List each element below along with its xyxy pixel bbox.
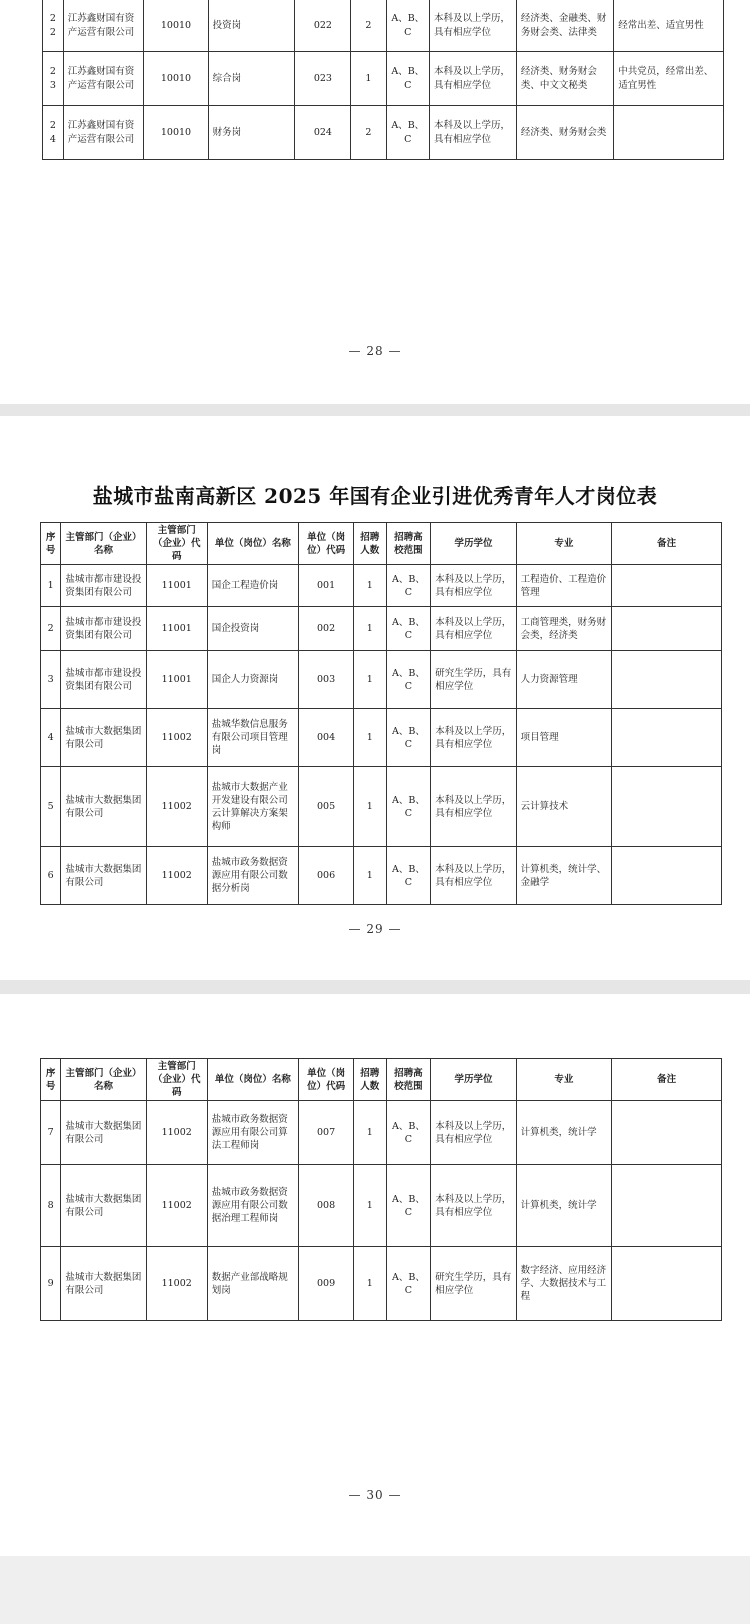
- table-row: [41, 767, 722, 847]
- cell-unit-code: 008: [299, 1165, 354, 1247]
- document-page-28: [0, 0, 750, 404]
- header-dept: 主管部门（企业）名称: [61, 1059, 146, 1101]
- table-row: [41, 565, 722, 607]
- header-dept-code: 主管部门（企业）代码: [146, 523, 207, 565]
- header-count: 招聘人数: [354, 523, 387, 565]
- cell-dept: 盐城市大数据集团有限公司: [61, 847, 146, 905]
- cell-dept-code: 11002: [146, 767, 207, 847]
- cell-count: 1: [354, 847, 387, 905]
- cell-dept: 盐城市大数据集团有限公司: [61, 767, 146, 847]
- table-body: [41, 565, 722, 905]
- table-row: [41, 651, 722, 709]
- cell-count: 1: [354, 1165, 387, 1247]
- cell-major: 工商管理类，财务财会类，经济类: [516, 607, 612, 651]
- cell-edu: 本科及以上学历，具有相应学位: [431, 767, 516, 847]
- cell-unit-code: 007: [299, 1101, 354, 1165]
- cell-dept: 江苏鑫财国有资产运营有限公司: [63, 0, 144, 52]
- cell-count: 1: [351, 52, 386, 106]
- header-dept: 主管部门（企业）名称: [61, 523, 146, 565]
- page-number: — 30 —: [348, 1488, 402, 1502]
- cell-major: 经济类、金融类、财务财会类、法律类: [516, 0, 613, 52]
- header-edu: 学历学位: [431, 1059, 516, 1101]
- cell-scope: A、B、C: [386, 1247, 431, 1321]
- cell-unit: 国企人力资源岗: [207, 651, 298, 709]
- cell-note: [612, 847, 722, 905]
- cell-dept: 盐城市都市建设投资集团有限公司: [61, 651, 146, 709]
- cell-unit: 投资岗: [208, 0, 295, 52]
- cell-note: 经常出差、适宜男性: [614, 0, 724, 52]
- document-title: 盐城市盐南高新区 2025 年国有企业引进优秀青年人才岗位表: [92, 484, 658, 508]
- cell-seq: 5: [41, 767, 61, 847]
- header-seq: 序号: [41, 523, 61, 565]
- table-header-row: [41, 523, 722, 565]
- cell-dept: 盐城市大数据集团有限公司: [61, 709, 146, 767]
- cell-unit: 盐城市大数据产业开发建设有限公司云计算解决方案架构师: [207, 767, 298, 847]
- cell-dept-code: 11002: [146, 1101, 207, 1165]
- cell-major: 项目管理: [516, 709, 612, 767]
- cell-unit: 盐城华数信息服务有限公司项目管理岗: [207, 709, 298, 767]
- cell-seq: 22: [43, 0, 64, 52]
- cell-scope: A、B、C: [386, 651, 431, 709]
- cell-seq: 24: [43, 106, 64, 160]
- header-note: 备注: [612, 523, 722, 565]
- cell-scope: A、B、C: [386, 709, 431, 767]
- page-gap: [0, 404, 750, 416]
- header-scope: 招聘高校范围: [386, 523, 431, 565]
- cell-dept: 盐城市大数据集团有限公司: [61, 1165, 146, 1247]
- cell-major: 计算机类，统计学、金融学: [516, 847, 612, 905]
- cell-count: 1: [354, 767, 387, 847]
- cell-edu: 本科及以上学历，具有相应学位: [430, 52, 517, 106]
- cell-count: 1: [354, 709, 387, 767]
- cell-unit: 数据产业部战略规划岗: [207, 1247, 298, 1321]
- table-row: [43, 0, 724, 52]
- header-note: 备注: [612, 1059, 722, 1101]
- cell-edu: 本科及以上学历，具有相应学位: [431, 565, 516, 607]
- cell-scope: A、B、C: [386, 565, 431, 607]
- header-major: 专业: [516, 1059, 612, 1101]
- cell-note: [612, 767, 722, 847]
- cell-edu: 本科及以上学历，具有相应学位: [430, 106, 517, 160]
- cell-major: 经济类、财务财会类、中文文秘类: [516, 52, 613, 106]
- table-row: [41, 1165, 722, 1247]
- page-number: — 28 —: [348, 344, 402, 358]
- header-scope: 招聘高校范围: [386, 1059, 431, 1101]
- cell-unit-code: 003: [299, 651, 354, 709]
- cell-major: 数字经济、应用经济学、大数据技术与工程: [516, 1247, 612, 1321]
- cell-count: 2: [351, 0, 386, 52]
- cell-unit: 综合岗: [208, 52, 295, 106]
- cell-dept: 江苏鑫财国有资产运营有限公司: [63, 106, 144, 160]
- cell-edu: 研究生学历，具有相应学位: [431, 1247, 516, 1321]
- cell-dept-code: 11002: [146, 1247, 207, 1321]
- cell-dept: 盐城市都市建设投资集团有限公司: [61, 607, 146, 651]
- table-row: [41, 709, 722, 767]
- document-page-29: [0, 416, 750, 980]
- positions-table-page-29: [40, 522, 722, 905]
- cell-edu: 本科及以上学历，具有相应学位: [431, 1165, 516, 1247]
- cell-note: [614, 106, 724, 160]
- cell-scope: A、B、C: [386, 52, 429, 106]
- table-row: [41, 1101, 722, 1165]
- header-unit: 单位（岗位）名称: [207, 1059, 298, 1101]
- cell-major: 云计算技术: [516, 767, 612, 847]
- cell-note: [612, 565, 722, 607]
- cell-dept-code: 10010: [144, 0, 208, 52]
- cell-dept-code: 11002: [146, 1165, 207, 1247]
- cell-seq: 1: [41, 565, 61, 607]
- table-row: [41, 1247, 722, 1321]
- header-dept-code: 主管部门（企业）代码: [146, 1059, 207, 1101]
- cell-dept: 盐城市大数据集团有限公司: [61, 1247, 146, 1321]
- cell-unit: 财务岗: [208, 106, 295, 160]
- cell-major: 工程造价、工程造价管理: [516, 565, 612, 607]
- cell-major: 人力资源管理: [516, 651, 612, 709]
- cell-count: 1: [354, 607, 387, 651]
- cell-seq: 9: [41, 1247, 61, 1321]
- cell-scope: A、B、C: [386, 767, 431, 847]
- cell-dept-code: 11002: [146, 709, 207, 767]
- header-unit: 单位（岗位）名称: [207, 523, 298, 565]
- cell-count: 1: [354, 1247, 387, 1321]
- table-body: [43, 0, 724, 160]
- cell-dept: 盐城市大数据集团有限公司: [61, 1101, 146, 1165]
- cell-note: [612, 709, 722, 767]
- cell-dept: 盐城市都市建设投资集团有限公司: [61, 565, 146, 607]
- cell-unit: 盐城市政务数据资源应用有限公司数据治理工程师岗: [207, 1165, 298, 1247]
- table-body: [41, 1101, 722, 1321]
- cell-edu: 本科及以上学历，具有相应学位: [431, 709, 516, 767]
- cell-major: 计算机类，统计学: [516, 1101, 612, 1165]
- header-edu: 学历学位: [431, 523, 516, 565]
- cell-note: [612, 1247, 722, 1321]
- cell-seq: 23: [43, 52, 64, 106]
- cell-note: [612, 651, 722, 709]
- cell-scope: A、B、C: [386, 847, 431, 905]
- document-page-30: [0, 994, 750, 1556]
- table-row: [41, 607, 722, 651]
- page-gap: [0, 980, 750, 994]
- cell-seq: 8: [41, 1165, 61, 1247]
- cell-dept-code: 10010: [144, 106, 208, 160]
- cell-seq: 2: [41, 607, 61, 651]
- cell-scope: A、B、C: [386, 0, 429, 52]
- positions-table-page-30: [40, 1058, 722, 1321]
- cell-count: 1: [354, 651, 387, 709]
- cell-unit-code: 004: [299, 709, 354, 767]
- header-unit-code: 单位（岗位）代码: [299, 1059, 354, 1101]
- cell-edu: 本科及以上学历，具有相应学位: [431, 607, 516, 651]
- cell-unit-code: 022: [295, 0, 351, 52]
- page-number: — 29 —: [348, 922, 402, 936]
- cell-scope: A、B、C: [386, 106, 429, 160]
- cell-unit-code: 001: [299, 565, 354, 607]
- cell-dept-code: 11001: [146, 565, 207, 607]
- header-seq: 序号: [41, 1059, 61, 1101]
- cell-count: 1: [354, 1101, 387, 1165]
- cell-unit: 国企投资岗: [207, 607, 298, 651]
- page-gap: [0, 1556, 750, 1624]
- table-row: [43, 106, 724, 160]
- cell-note: [612, 1101, 722, 1165]
- cell-seq: 6: [41, 847, 61, 905]
- table-header-row: [41, 1059, 722, 1101]
- cell-seq: 3: [41, 651, 61, 709]
- cell-edu: 本科及以上学历，具有相应学位: [430, 0, 517, 52]
- positions-table-page-28: [42, 0, 724, 160]
- cell-unit: 盐城市政务数据资源应用有限公司算法工程师岗: [207, 1101, 298, 1165]
- cell-note: [612, 607, 722, 651]
- header-unit-code: 单位（岗位）代码: [299, 523, 354, 565]
- cell-seq: 7: [41, 1101, 61, 1165]
- cell-dept-code: 11002: [146, 847, 207, 905]
- cell-unit: 国企工程造价岗: [207, 565, 298, 607]
- cell-unit-code: 024: [295, 106, 351, 160]
- cell-scope: A、B、C: [386, 1165, 431, 1247]
- cell-major: 计算机类，统计学: [516, 1165, 612, 1247]
- cell-unit: 盐城市政务数据资源应用有限公司数据分析岗: [207, 847, 298, 905]
- cell-seq: 4: [41, 709, 61, 767]
- cell-count: 2: [351, 106, 386, 160]
- cell-edu: 本科及以上学历，具有相应学位: [431, 1101, 516, 1165]
- cell-dept-code: 10010: [144, 52, 208, 106]
- header-count: 招聘人数: [354, 1059, 387, 1101]
- cell-scope: A、B、C: [386, 607, 431, 651]
- cell-note: [612, 1165, 722, 1247]
- cell-edu: 本科及以上学历，具有相应学位: [431, 847, 516, 905]
- cell-dept-code: 11001: [146, 607, 207, 651]
- cell-unit-code: 002: [299, 607, 354, 651]
- cell-edu: 研究生学历，具有相应学位: [431, 651, 516, 709]
- cell-scope: A、B、C: [386, 1101, 431, 1165]
- cell-unit-code: 005: [299, 767, 354, 847]
- table-row: [41, 847, 722, 905]
- table-row: [43, 52, 724, 106]
- cell-dept: 江苏鑫财国有资产运营有限公司: [63, 52, 144, 106]
- cell-major: 经济类、财务财会类: [516, 106, 613, 160]
- header-major: 专业: [516, 523, 612, 565]
- cell-unit-code: 009: [299, 1247, 354, 1321]
- cell-unit-code: 023: [295, 52, 351, 106]
- cell-count: 1: [354, 565, 387, 607]
- cell-unit-code: 006: [299, 847, 354, 905]
- cell-note: 中共党员，经常出差、适宜男性: [614, 52, 724, 106]
- cell-dept-code: 11001: [146, 651, 207, 709]
